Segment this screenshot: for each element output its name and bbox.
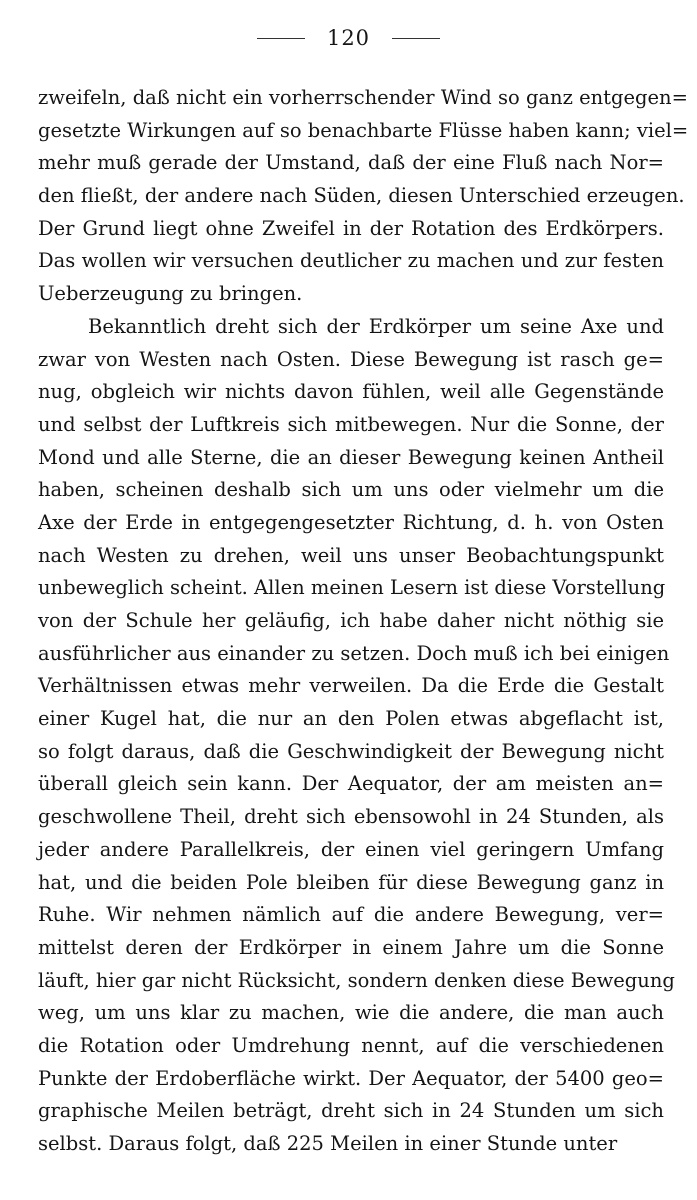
- text-line: Bekanntlich dreht sich der Erdkörper um seine Axe und: [88, 314, 664, 338]
- text-line: zwar von Westen nach Osten. Diese Bewegung ist rasch ge=: [38, 347, 664, 371]
- text-line: Axe der Erde in entgegengesetzter Richtung, d. h. von Osten: [38, 510, 664, 534]
- text-line: selbst. Daraus folgt, daß 225 Meilen in einer Stunde unter: [38, 1132, 618, 1155]
- text-line: Das wollen wir versuchen deutlicher zu machen und zur festen: [38, 249, 664, 273]
- text-line: mehr muß gerade der Umstand, daß der eine Fluß nach Nor=: [38, 151, 664, 175]
- page-header: [0, 26, 697, 50]
- text-line: jeder andere Parallelkreis, der einen viel geringern Umfang: [38, 837, 664, 861]
- page-number: 120: [326, 26, 371, 50]
- text-line: einer Kugel hat, die nur an den Polen etwas abgeflacht ist,: [38, 707, 664, 731]
- text-line: so folgt daraus, daß die Geschwindigkeit der Bewegung nicht: [38, 739, 664, 763]
- text-line: zweifeln, daß nicht ein vorherrschender Wind so ganz entgegen=: [38, 86, 688, 109]
- text-line: geschwollene Theil, dreht sich ebensowohl in 24 Stunden, als: [38, 805, 664, 829]
- text-line: Mond und alle Sterne, die an dieser Bewegung keinen Antheil: [38, 445, 664, 469]
- header-rule-left: [257, 38, 305, 39]
- header-rule-right: [392, 38, 440, 39]
- text-line: überall gleich sein kann. Der Aequator, der am meisten an=: [38, 772, 664, 796]
- text-line: läuft, hier gar nicht Rücksicht, sondern denken diese Bewegung: [38, 968, 675, 992]
- text-line: Punkte der Erdoberfläche wirkt. Der Aequator, der 5400 geo=: [38, 1066, 664, 1090]
- text-line: nug, obgleich wir nichts davon fühlen, weil alle Gegenstände: [38, 380, 664, 404]
- text-line: die Rotation oder Umdrehung nennt, auf die verschiedenen: [38, 1033, 664, 1057]
- text-line: weg, um uns klar zu machen, wie die andere, die man auch: [38, 1001, 664, 1025]
- text-line: haben, scheinen deshalb sich um uns oder vielmehr um die: [38, 478, 664, 502]
- text-line: mittelst deren der Erdkörper in einem Jahre um die Sonne: [38, 935, 664, 959]
- body-text: [38, 82, 689, 1161]
- text-line: Ueberzeugung zu bringen.: [38, 282, 303, 306]
- text-line: graphische Meilen beträgt, dreht sich in 24 Stunden um sich: [38, 1099, 664, 1123]
- text-line: Der Grund liegt ohne Zweifel in der Rotation des Erdkörpers.: [38, 216, 664, 240]
- text-line: von der Schule her geläufig, ich habe daher nicht nöthig sie: [38, 609, 664, 632]
- text-line: unbeweglich scheint. Allen meinen Lesern ist diese Vorstellung: [38, 576, 666, 600]
- text-line: gesetzte Wirkungen auf so benachbarte Flüsse haben kann; viel=: [38, 118, 689, 142]
- text-line: hat, und die beiden Pole bleiben für diese Bewegung ganz in: [38, 870, 664, 894]
- text-line: Ruhe. Wir nehmen nämlich auf die andere Bewegung, ver=: [38, 903, 664, 927]
- text-line: ausführlicher aus einander zu setzen. Doch muß ich bei einigen: [38, 641, 670, 665]
- text-line: nach Westen zu drehen, weil uns unser Beobachtungspunkt: [38, 543, 664, 567]
- text-line: Verhältnissen etwas mehr verweilen. Da die Erde die Gestalt: [38, 674, 664, 698]
- text-line: den fließt, der andere nach Süden, diesen Unterschied erzeugen.: [38, 184, 685, 208]
- text-line: und selbst der Luftkreis sich mitbewegen. Nur die Sonne, der: [38, 412, 664, 436]
